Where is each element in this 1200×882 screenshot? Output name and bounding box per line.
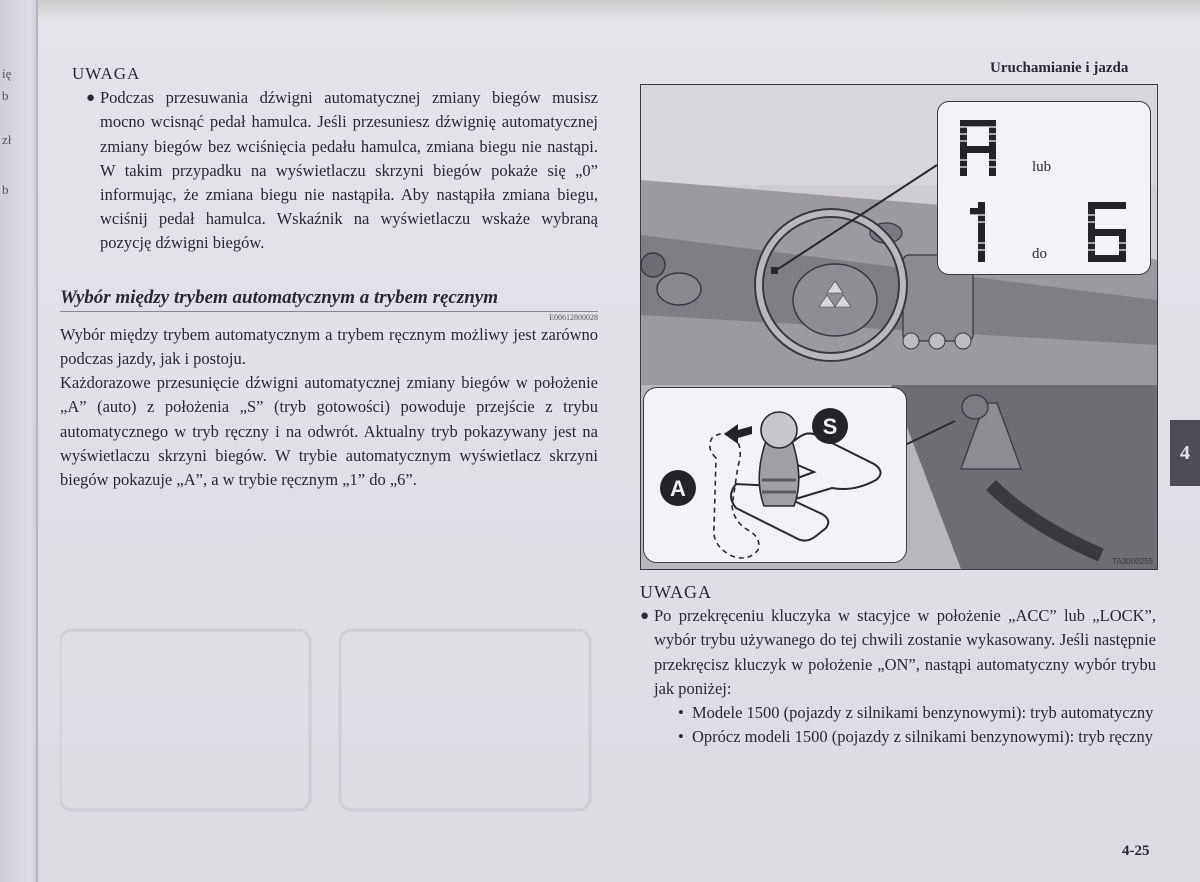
body-paragraph: Każdorazowe przesunięcie dźwigni automatycznej zmiany biegów w położenie „A” (auto) z położenia „S” (tryb gotowości) powoduje przejście z trybu automatycznego w tryb ręczny i na odwrót. Aktualny tryb pokazywany jest na wyświetlaczu skrzyni biegów. W trybie automatycznym wyświetlacz skrzyni biegów pokazuje „A”, a w trybie ręcznym „1” do „6”. bbox=[60, 373, 598, 490]
prev-page-fragment: zł bbox=[2, 132, 12, 147]
list-item-text: Modele 1500 (pojazdy z silnikami benzynowymi): tryb automatyczny bbox=[692, 703, 1154, 723]
list-item bbox=[678, 701, 1156, 725]
note-item bbox=[640, 604, 1156, 701]
label-to: do bbox=[1032, 246, 1047, 262]
digit-six-glyph bbox=[1088, 202, 1126, 262]
chapter-tab: 4 bbox=[1170, 420, 1200, 486]
note-title: UWAGA bbox=[640, 582, 712, 602]
shift-gate-inset bbox=[643, 387, 907, 563]
prev-page-fragment: ię bbox=[2, 66, 12, 81]
gear-display-callout bbox=[937, 101, 1151, 275]
body-paragraph: Wybór między trybem automatycznym a trybem ręcznym możliwy jest zarówno podczas jazdy, jak i postoju. bbox=[60, 324, 598, 369]
shift-gate-diagram bbox=[644, 388, 906, 562]
position-a-label: A bbox=[670, 476, 686, 501]
list-item-text: Oprócz modeli 1500 (pojazdy z silnikami benzynowymi): tryb ręczny bbox=[692, 727, 1153, 747]
list-item bbox=[678, 725, 1156, 749]
section-heading: Wybór między trybem automatycznym a trybem ręcznym bbox=[60, 286, 598, 312]
label-or: lub bbox=[1032, 159, 1052, 175]
section-header: Uruchamianie i jazda bbox=[990, 60, 1129, 76]
left-column bbox=[60, 62, 598, 492]
bullet-icon: ● bbox=[640, 608, 650, 625]
note-title: UWAGA bbox=[72, 64, 141, 83]
letter-a-glyph bbox=[960, 120, 996, 176]
page-number: 4-25 bbox=[1122, 843, 1150, 859]
note-item bbox=[86, 86, 598, 255]
digit-one-glyph bbox=[970, 202, 985, 262]
prev-page-fragment: b bbox=[2, 88, 9, 103]
note-text: Podczas przesuwania dźwigni automatycznej zmiany biegów musisz mocno wcisnąć pedał hamulca. Jeśli przesuniesz dźwignię automatycznej zmiany biegów bez wciśnięcia pedału hamulca, zmiana biegu nie nastąpi. W takim przypadku na wyświetlaczu skrzyni biegów pokaże się „0” informując, że zmiana biegu nie nastąpiła. Aby nastąpiła zmiana biegu, wciśnij pedał hamulca. Wskaźnik na wyświetlaczu wskaże wybraną pozycję dźwigni biegów. bbox=[100, 88, 598, 253]
right-column bbox=[640, 580, 1156, 749]
prev-page-fragment: b bbox=[2, 182, 9, 197]
note-text: Po przekręceniu kluczyka w stacyjce w położenie „ACC” lub „LOCK”, wybór trybu używanego do tej chwili zostanie wykasowany. Jeśli następnie przekręcisz kluczyk w położenie „ON”, nastąpi automatyczny wybór trybu jak poniżej: bbox=[654, 606, 1156, 698]
section-code: E00612800028 bbox=[549, 312, 598, 322]
page-top-shadow bbox=[38, 0, 1200, 18]
bullet-icon: • bbox=[678, 727, 684, 747]
position-s-label: S bbox=[822, 414, 838, 439]
bleed-through-shadow bbox=[60, 620, 600, 820]
bullet-icon: ● bbox=[86, 90, 96, 107]
bullet-icon: • bbox=[678, 703, 684, 723]
dashboard-figure bbox=[640, 84, 1158, 570]
figure-code: TA3000255 bbox=[1112, 557, 1153, 566]
